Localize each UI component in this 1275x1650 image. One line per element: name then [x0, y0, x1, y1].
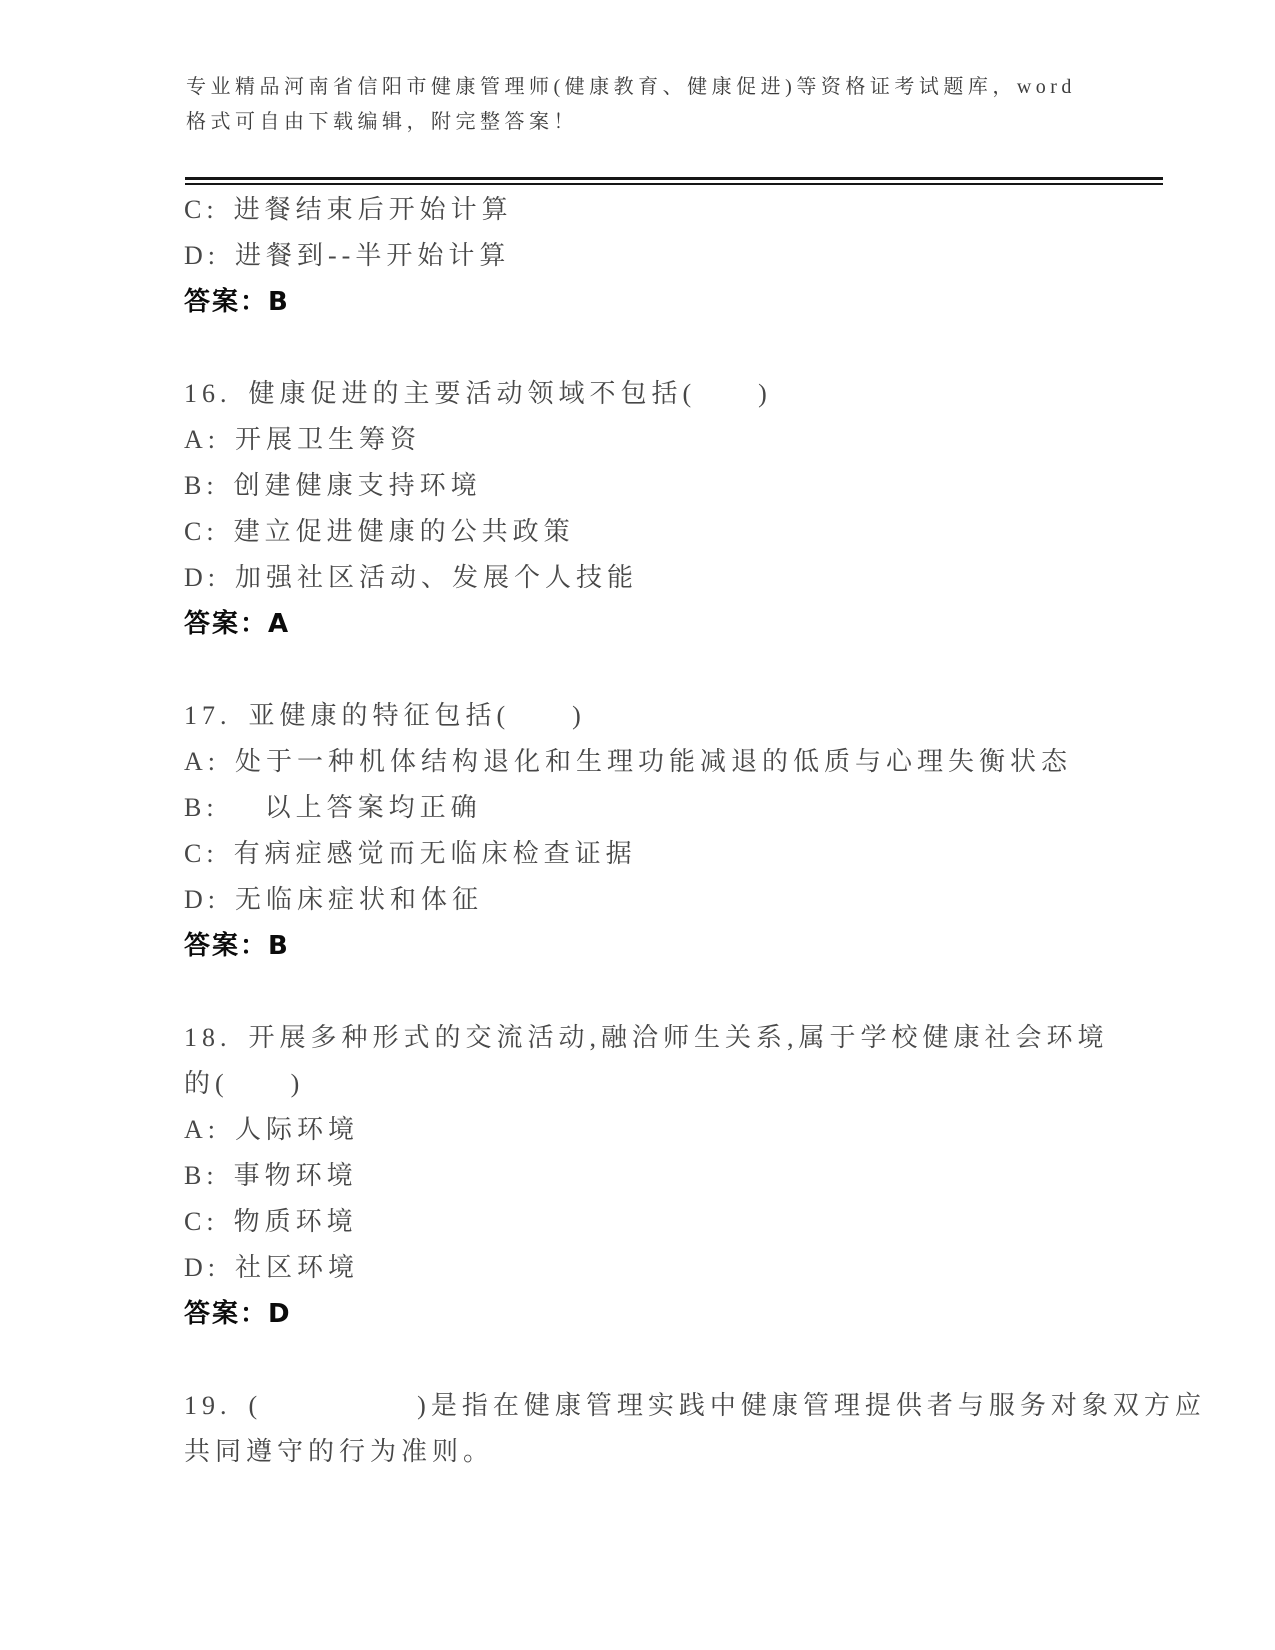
answer-label: 答案： — [184, 1299, 269, 1329]
answer-value: B — [268, 287, 290, 317]
question-stem-text: 开展多种形式的交流活动,融洽师生关系,属于学校健康社会环境 — [248, 1023, 1109, 1052]
q18-stem-line2 — [184, 1061, 304, 1107]
option-text: 处于一种机体结构退化和生理功能减退的低质与心理失衡状态 — [235, 747, 1073, 776]
question-number: 17. — [184, 701, 232, 730]
option-text: 以上答案均正确 — [233, 793, 482, 822]
answer-label: 答案： — [184, 287, 269, 317]
q18-option-d — [184, 1245, 359, 1291]
option-label: C: — [184, 1207, 219, 1236]
header-line-1: 专业精品河南省信阳市健康管理师(健康教育、健康促进)等资格证考试题库，word — [186, 76, 1076, 98]
header-line-2: 格式可自由下载编辑，附完整答案！ — [186, 111, 578, 133]
q18-option-a — [184, 1107, 359, 1153]
option-label: D: — [184, 885, 220, 914]
q17-stem — [184, 693, 586, 739]
option-label: D: — [184, 563, 220, 592]
q17-option-c — [184, 831, 637, 877]
answer-label: 答案： — [184, 931, 269, 961]
option-label: A: — [184, 1115, 220, 1144]
q19-stem-line1 — [184, 1383, 1206, 1429]
option-label: D: — [184, 241, 220, 270]
answer-label: 答案： — [184, 609, 269, 639]
q16-option-d — [184, 555, 638, 601]
q18-option-c — [184, 1199, 358, 1245]
answer-value: D — [268, 1299, 292, 1329]
option-text: 加强社区活动、发展个人技能 — [235, 563, 639, 592]
option-text: 开展卫生筹资 — [235, 425, 422, 454]
answer-value: A — [268, 609, 291, 639]
question-stem-text: ( )是指在健康管理实践中健康管理提供者与服务对象双方应 — [248, 1391, 1206, 1420]
q16-answer — [184, 601, 290, 647]
q18-answer — [184, 1291, 292, 1337]
option-label: D: — [184, 1253, 220, 1282]
question-number: 18. — [184, 1023, 232, 1052]
q16-stem — [184, 371, 772, 417]
answer-value: B — [268, 931, 290, 961]
option-label: B: — [184, 793, 219, 822]
option-text: 进餐到--半开始计算 — [235, 241, 511, 270]
question-stem-text: 的( ) — [184, 1069, 305, 1098]
option-text: 建立促进健康的公共政策 — [233, 517, 575, 546]
q19-stem-line2 — [184, 1429, 494, 1475]
q17-option-b — [184, 785, 482, 831]
header-divider — [185, 177, 1163, 185]
q15-option-c — [184, 187, 513, 233]
q15-option-d — [184, 233, 510, 279]
option-label: B: — [184, 1161, 219, 1190]
option-text: 创建健康支持环境 — [233, 471, 482, 500]
option-text: 社区环境 — [235, 1253, 360, 1282]
option-text: 无临床症状和体征 — [235, 885, 484, 914]
q17-option-a — [184, 739, 1072, 785]
option-label: A: — [184, 747, 220, 776]
option-text: 有病症感觉而无临床检查证据 — [233, 839, 637, 868]
option-text: 人际环境 — [235, 1115, 360, 1144]
option-text: 事物环境 — [233, 1161, 358, 1190]
option-text: 物质环境 — [233, 1207, 358, 1236]
q16-option-c — [184, 509, 575, 555]
q17-answer — [184, 923, 290, 969]
question-stem-text: 健康促进的主要活动领域不包括( ) — [248, 379, 772, 408]
q16-option-a — [184, 417, 421, 463]
question-stem-text: 亚健康的特征包括( ) — [248, 701, 586, 730]
question-stem-text: 共同遵守的行为准则。 — [184, 1437, 495, 1466]
q18-option-b — [184, 1153, 358, 1199]
option-label: B: — [184, 471, 219, 500]
option-label: C: — [184, 517, 219, 546]
q15-answer — [184, 279, 290, 325]
option-label: A: — [184, 425, 220, 454]
option-label: C: — [184, 839, 219, 868]
option-text: 进餐结束后开始计算 — [233, 195, 513, 224]
q16-option-b — [184, 463, 482, 509]
question-number: 19. — [184, 1391, 232, 1420]
q17-option-d — [184, 877, 483, 923]
option-label: C: — [184, 195, 219, 224]
question-number: 16. — [184, 379, 232, 408]
q18-stem-line1 — [184, 1015, 1109, 1061]
